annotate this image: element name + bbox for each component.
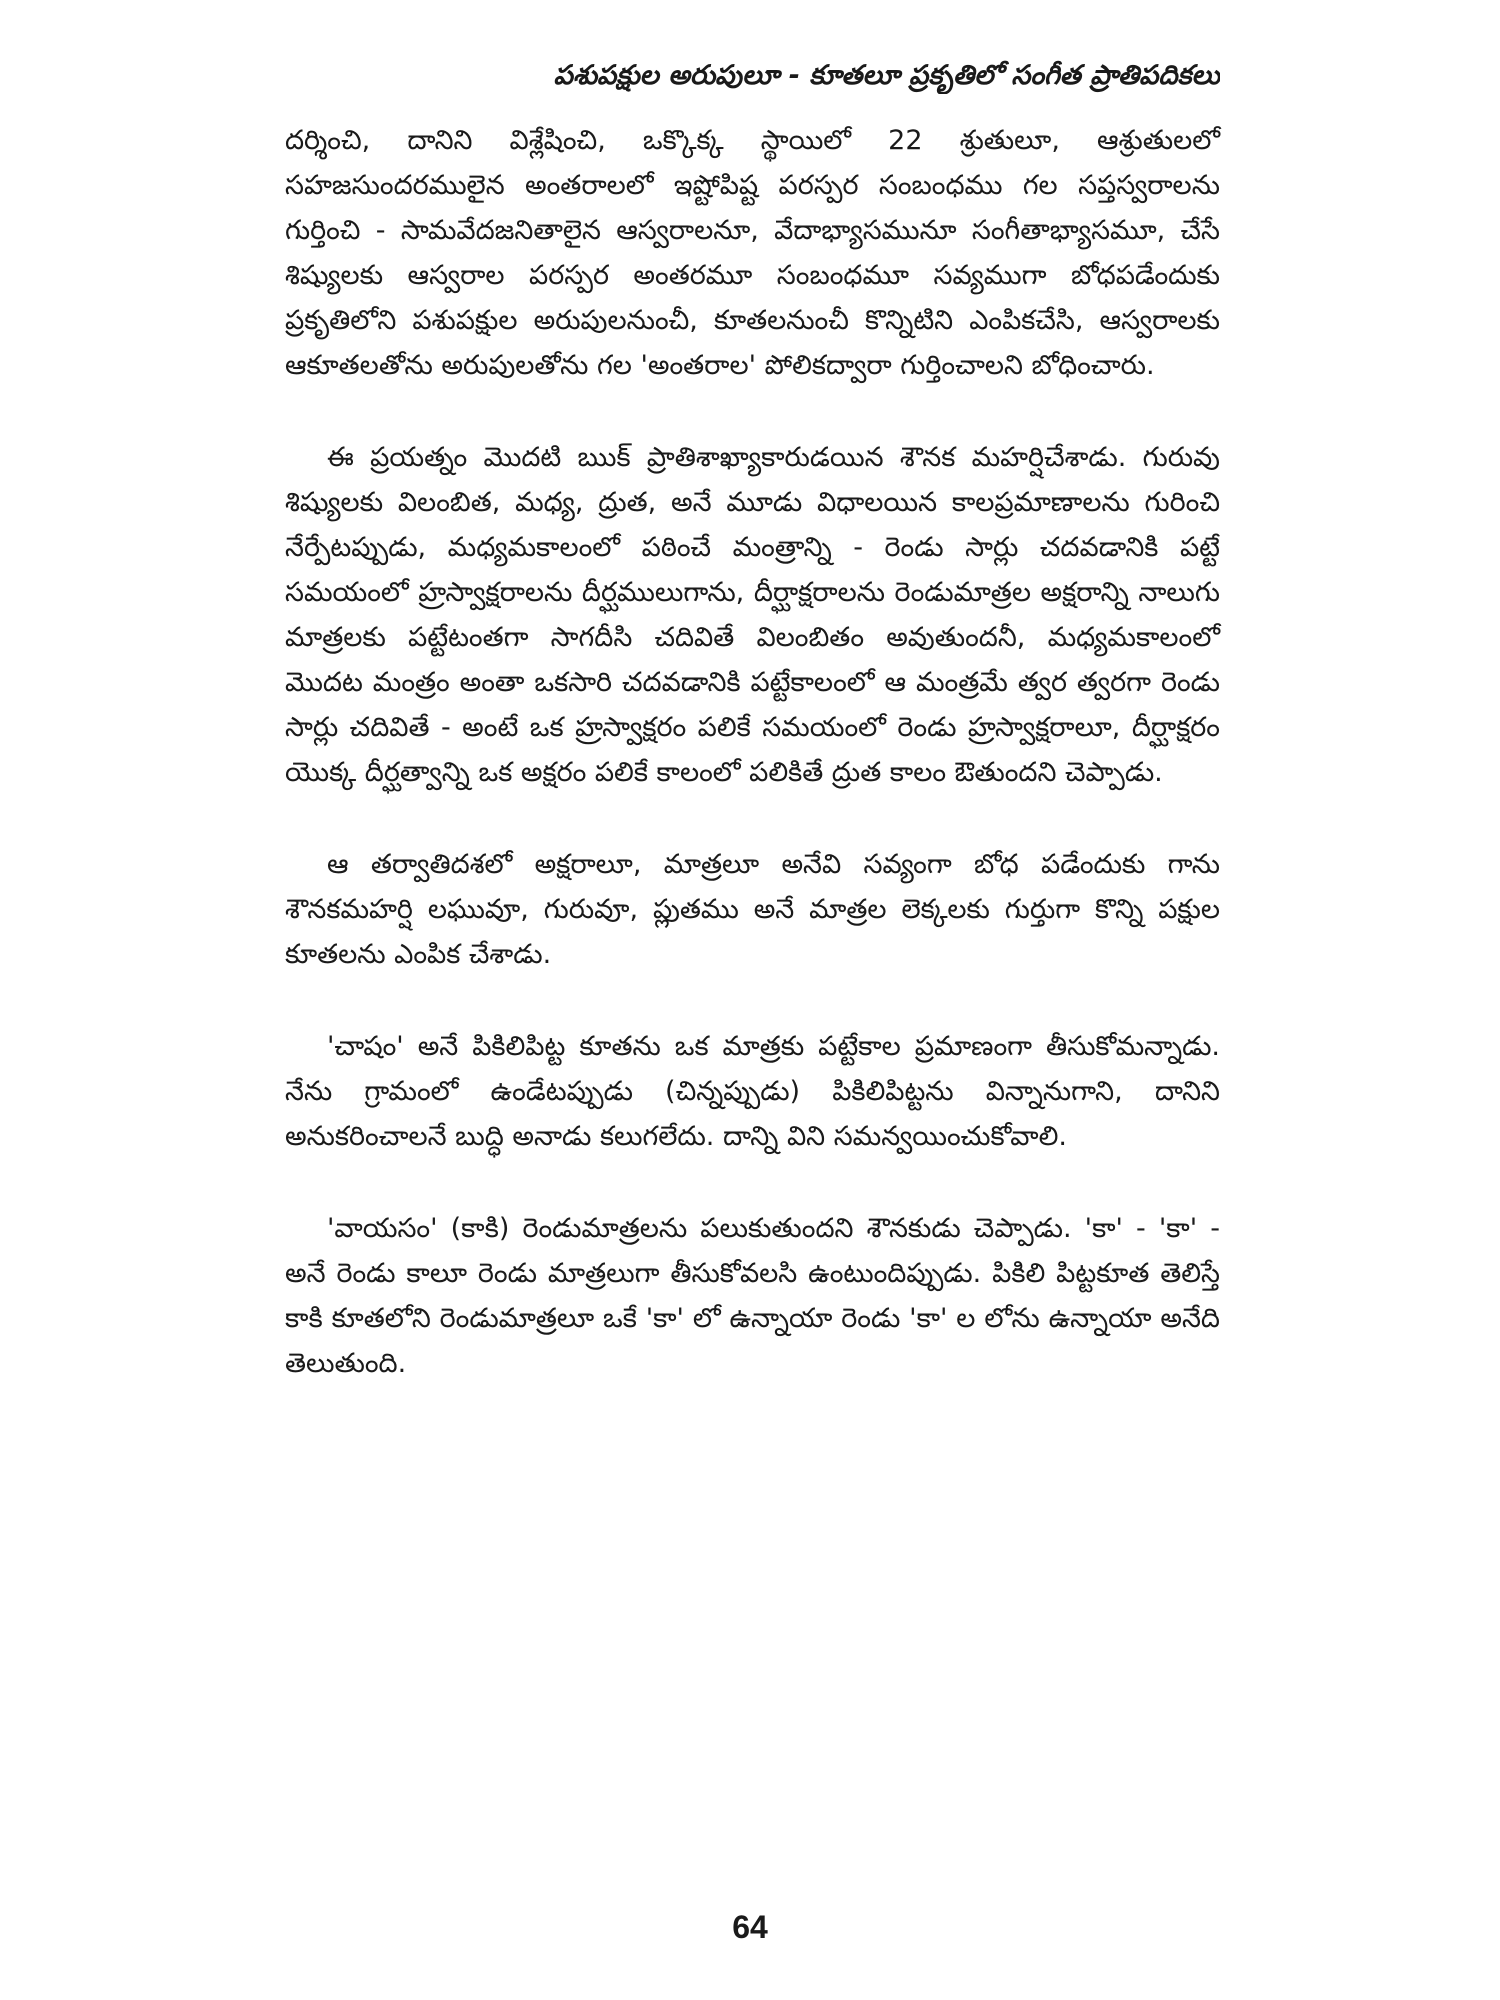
running-header: పశుపక్షుల అరుపులూ - కూతలూ ప్రకృతిలో సంగీత ప్రాతిపదికలు — [553, 60, 1220, 91]
paragraph-3: ఆ తర్వాతిదశలో అక్షరాలూ, మాత్రలూ అనేవి సవ్యంగా బోధ పడేందుకు గాను శౌనకమహర్షి లఘువూ, గురువూ, ప్లుతము అనే మాత్రల లెక్కలకు గుర్తుగా కొన్ని పక్షుల కూతలను ఎంపిక చేశాడు. — [285, 849, 1220, 970]
paragraph-2: ఈ ప్రయత్నం మొదటి ఋక్ ప్రాతిశాఖ్యాకారుడయిన శౌనక మహర్షిచేశాడు. గురువు శిష్యులకు విలంబిత, మధ్య, ద్రుత, అనే మూడు విధాలయిన కాలప్రమాణాలను గురించి నేర్పేటప్పుడు, మధ్యమకాలంలో పఠించే మంత్రాన్ని - రెండు సార్లు చదవడానికి పట్టే సమయంలో హ్రస్వాక్షరాలను దీర్ఘములుగాను, దీర్ఘాక్షరాలను రెండుమాత్రల అక్షరాన్ని నాలుగు మాత్రలకు పట్టేటంతగా సాగదీసి చదివితే విలంబితం అవుతుందనీ, మధ్యమకాలంలో మొదట మంత్రం అంతా ఒకసారి చదవడానికి పట్టేకాలంలో ఆ మంత్రమే త్వర త్వరగా రెండు సార్లు చదివితే - అంటే ఒక హ్రస్వాక్షరం పలికే సమయంలో రెండు హ్రస్వాక్షరాలూ, దీర్ఘాక్షరం యొక్క దీర్ఘత్వాన్ని ఒక అక్షరం పలికే కాలంలో పలికితే ద్రుత కాలం ఔతుందని చెప్పాడు. — [285, 442, 1220, 788]
paragraph-1: దర్శించి, దానిని విశ్లేషించి, ఒక్కొక్క స్థాయిలో 22 శ్రుతులూ, ఆశ్రుతులలో సహజసుందరములైన అంతరాలలో ఇష్టోపిష్ట పరస్పర సంబంధము గల సప్తస్వరాలను గుర్తించి - సామవేదజనితాలైన ఆస్వరాలనూ, వేదాభ్యాసమునూ సంగీతాభ్యాసమూ, చేసే శిష్యులకు ఆస్వరాల పరస్పర అంతరమూ సంబంధమూ సవ్యముగా బోధపడేందుకు ప్రకృతిలోని పశుపక్షుల అరుపులనుంచీ, కూతలనుంచీ కొన్నిటిని ఎంపికచేసి, ఆస్వరాలకు ఆకూతలతోను అరుపులతోను గల 'అంతరాల' పోలికద్వారా గుర్తించాలని బోధించారు. — [285, 125, 1220, 381]
body-text — [285, 118, 1220, 1433]
page-number: 64 — [732, 1909, 768, 1945]
paragraph-5: 'వాయసం' (కాకి) రెండుమాత్రలను పలుకుతుందని శౌనకుడు చెప్పాడు. 'కా' - 'కా' - అనే రెండు కాలూ రెండు మాత్రలుగా తీసుకోవలసి ఉంటుందిప్పుడు. పికిలి పిట్టకూత తెలిస్తే కాకి కూతలోని రెండుమాత్రలూ ఒకే 'కా' లో ఉన్నాయా రెండు 'కా' ల లోను ఉన్నాయా అనేది తెలుతుంది. — [285, 1213, 1220, 1379]
paragraph-4: 'చాషం' అనే పికిలిపిట్ట కూతను ఒక మాత్రకు పట్టేకాల ప్రమాణంగా తీసుకోమన్నాడు. నేను గ్రామంలో ఉండేటప్పుడు (చిన్నప్పుడు) పికిలిపిట్టను విన్నానుగాని, దానిని అనుకరించాలనే బుద్ధి అనాడు కలుగలేదు. దాన్ని విని సమన్వయించుకోవాలి. — [285, 1031, 1220, 1152]
